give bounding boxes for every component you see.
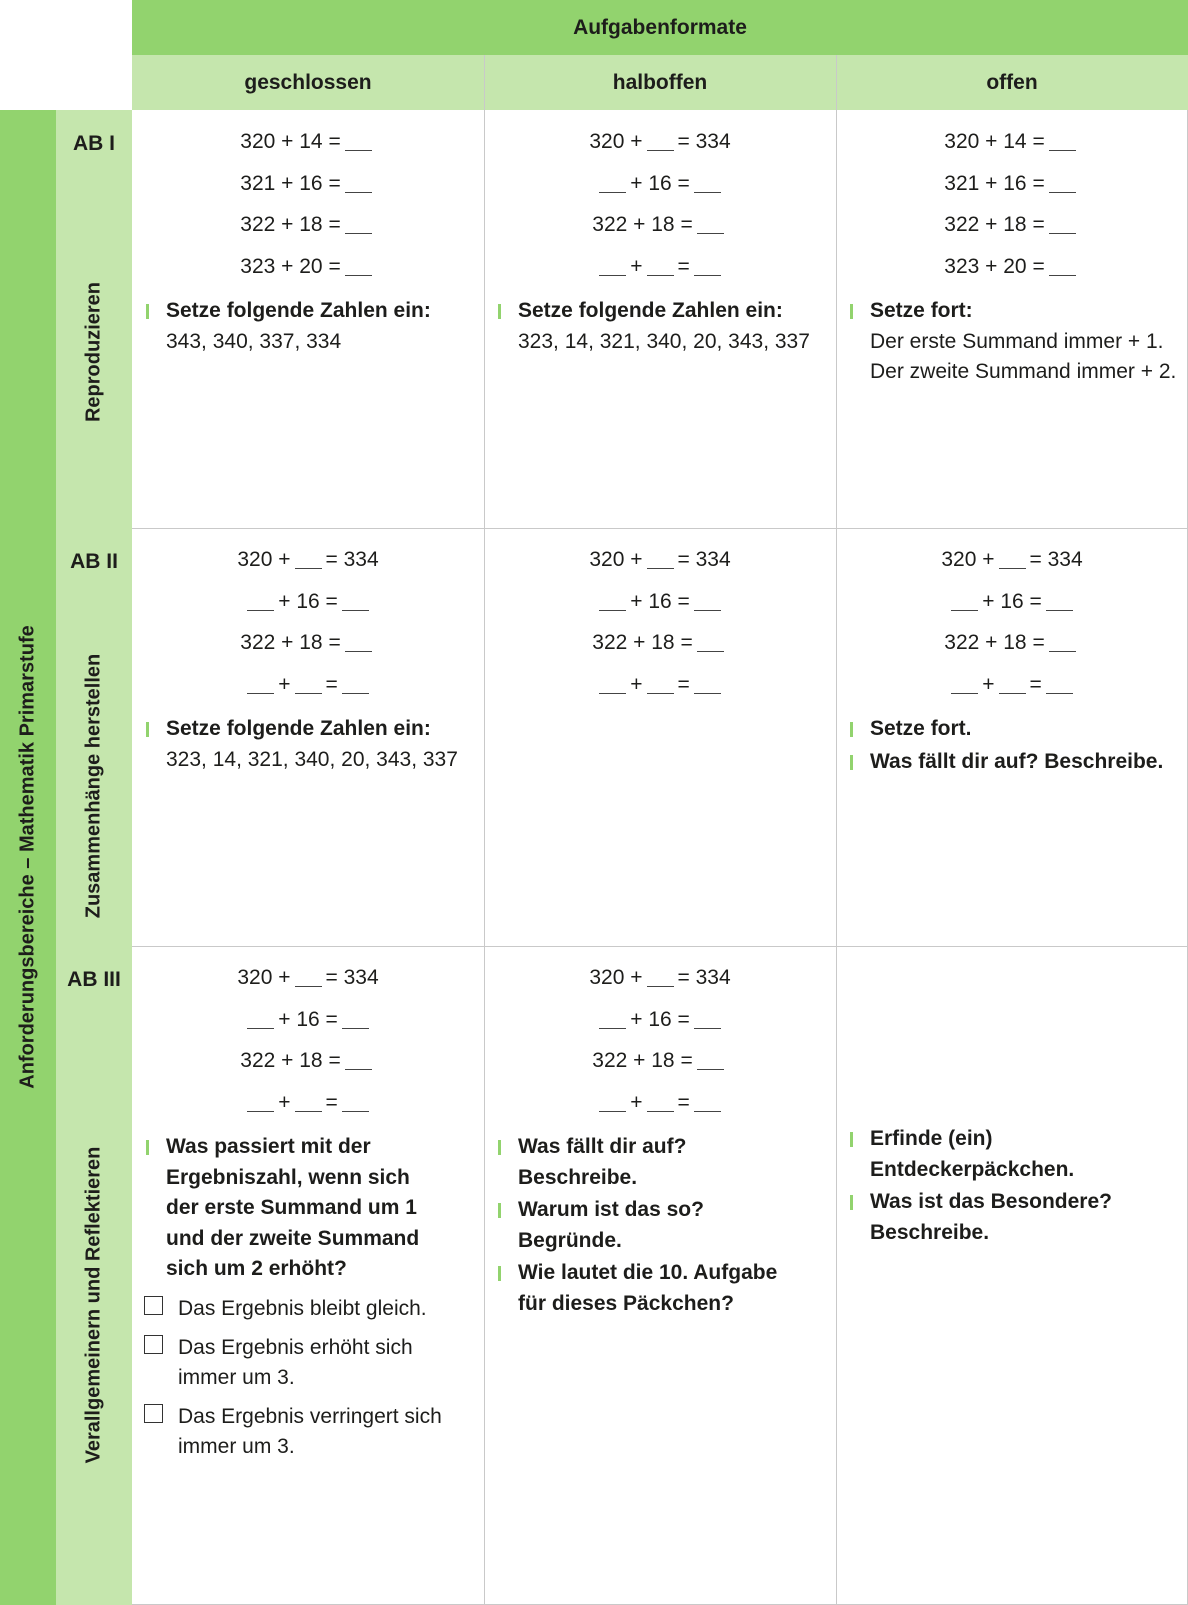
answer-blank[interactable] [1049,149,1076,151]
bullet-bar-icon [498,1266,501,1281]
equation: 322 + 18 = [484,213,836,255]
equation: 320 + = 334 [237,548,379,571]
number-list: 323, 14, 321, 340, 20, 343, 337 [166,747,458,771]
equation: 320 + = 334 [237,966,379,989]
answer-blank[interactable] [345,149,372,151]
equation: 320 + = 334 [589,548,731,571]
task-item: Was passiert mit der Ergebniszahl, wenn sich der erste Summand um 1 und der zweite Summand sich um 2 erhöht? [144,1132,476,1285]
cell-ab3-geschlossen [132,946,484,1605]
column-header-geschlossen: geschlossen [132,55,484,110]
rule-line: Der erste Summand immer + 1. [870,329,1164,353]
answer-blank[interactable] [345,274,372,276]
task-item: Was ist das Besondere? Beschreibe. [848,1187,1180,1248]
number-list: 343, 340, 337, 334 [166,329,342,353]
side-main-label: Anforderungsbereiche – Mathematik Primarstufe [16,625,39,1089]
answer-blank[interactable] [647,567,674,569]
answer-blank[interactable] [345,191,372,193]
bullet-bar-icon [146,722,149,737]
answer-blank[interactable] [999,567,1026,569]
cell-ab2-offen [836,528,1188,946]
bullet-bar-icon [850,1132,853,1147]
answer-blank[interactable] [599,692,626,694]
cell-ab1-halboffen [484,110,836,528]
answer-option[interactable]: Das Ergebnis bleibt gleich. [144,1294,476,1324]
answer-blank[interactable] [247,609,274,611]
cell-ab1-offen [836,110,1188,528]
answer-blank[interactable] [697,232,724,234]
checkbox-icon[interactable] [144,1296,163,1315]
cell-ab3-offen [836,946,1188,1605]
checkbox-icon[interactable] [144,1335,163,1354]
cell-ab2-geschlossen [132,528,484,946]
equation: 321 + 16 = [836,172,1188,214]
equation: 320 + = 334 [589,130,731,153]
task-item: Setze folgende Zahlen ein: 343, 340, 337, 334 [144,296,476,357]
answer-blank[interactable] [247,1027,274,1029]
row-label-ab3 [56,946,132,1605]
task-item: Warum ist das so? Begründe. [496,1195,828,1256]
equation: + = [132,673,484,715]
task-item: Erfinde (ein) Entdeckerpäckchen. [848,1124,1180,1185]
answer-blank[interactable] [295,692,322,694]
answer-blank[interactable] [599,1027,626,1029]
row-label-ab2 [56,528,132,946]
bullet-bar-icon [498,1203,501,1218]
row-label-text: Reproduzieren [82,281,105,423]
bullet-bar-icon [850,1195,853,1210]
task-item: Setze folgende Zahlen ein: 323, 14, 321, 340, 20, 343, 337 [496,296,828,357]
bullet-bar-icon [850,304,853,319]
equation: 323 + 20 = [836,255,1188,297]
answer-blank[interactable] [1049,191,1076,193]
equation: 322 + 18 = [836,213,1188,255]
answer-blank[interactable] [647,692,674,694]
equation: + 16 = [484,590,836,632]
equation: + = [484,1091,836,1133]
answer-blank[interactable] [295,985,322,987]
equation: + 16 = [484,172,836,214]
checkbox-icon[interactable] [144,1404,163,1423]
answer-option[interactable]: Das Ergebnis verringert sich immer um 3. [144,1402,476,1462]
number-list: 323, 14, 321, 340, 20, 343, 337 [518,329,810,353]
answer-blank[interactable] [1046,692,1073,694]
answer-blank[interactable] [1049,650,1076,652]
answer-blank[interactable] [599,274,626,276]
equation: 320 + = 334 [589,966,731,989]
equation: 322 + 18 = [836,631,1188,673]
answer-blank[interactable] [694,1110,721,1112]
task-item: Setze folgende Zahlen ein: 323, 14, 321, 340, 20, 343, 337 [144,714,476,775]
bullet-bar-icon [146,1140,149,1155]
answer-blank[interactable] [951,609,978,611]
equation: + 16 = [484,1008,836,1050]
rule-line: Der zweite Summand immer + 2. [870,360,1177,383]
answer-blank[interactable] [345,232,372,234]
cell-ab1-geschlossen [132,110,484,528]
row-ab-code: AB I [73,132,115,155]
header-title: Aufgabenformate [132,0,1188,55]
equation: 320 + = 334 [941,548,1083,571]
answer-blank[interactable] [694,609,721,611]
equation: 322 + 18 = [132,1049,484,1091]
equation: 322 + 18 = [132,213,484,255]
answer-blank[interactable] [342,609,369,611]
task-item: Setze fort. [848,714,1180,745]
answer-blank[interactable] [697,650,724,652]
answer-blank[interactable] [951,692,978,694]
answer-blank[interactable] [1046,609,1073,611]
answer-blank[interactable] [647,1110,674,1112]
row-label-ab1 [56,110,132,528]
column-header-offen: offen [836,55,1188,110]
column-header-halboffen: halboffen [484,55,836,110]
answer-blank[interactable] [247,692,274,694]
answer-blank[interactable] [694,274,721,276]
equation: 322 + 18 = [484,631,836,673]
cell-ab2-halboffen [484,528,836,946]
answer-blank[interactable] [345,650,372,652]
answer-blank[interactable] [1049,232,1076,234]
equation: 322 + 18 = [484,1049,836,1091]
answer-blank[interactable] [697,1068,724,1070]
equation: 320 + 14 = [132,130,484,172]
task-item: Wie lautet die 10. Aufgabe für dieses Päckchen? [496,1258,828,1319]
answer-blank[interactable] [342,692,369,694]
row-label-text: Zusammenhänge herstellen [82,653,105,919]
equation: 321 + 16 = [132,172,484,214]
answer-blank[interactable] [599,609,626,611]
answer-blank[interactable] [345,1068,372,1070]
answer-blank[interactable] [1049,274,1076,276]
equation: + = [132,1091,484,1133]
equation: 323 + 20 = [132,255,484,297]
equation: + 16 = [132,590,484,632]
answer-blank[interactable] [647,274,674,276]
answer-blank[interactable] [694,191,721,193]
equation: + = [484,673,836,715]
side-main-band [0,110,56,1605]
bullet-bar-icon [850,755,853,770]
equation: 322 + 18 = [132,631,484,673]
answer-blank[interactable] [694,1027,721,1029]
equation: + 16 = [836,590,1188,632]
answer-blank[interactable] [342,1110,369,1112]
answer-blank[interactable] [295,567,322,569]
equation: + 16 = [132,1008,484,1050]
equation: + = [484,255,836,297]
answer-option[interactable]: Das Ergebnis erhöht sich immer um 3. [144,1333,476,1393]
row-ab-code: AB II [70,550,118,573]
answer-blank[interactable] [694,692,721,694]
task-item: Was fällt dir auf? Beschreibe. [496,1132,828,1193]
answer-blank[interactable] [647,985,674,987]
answer-blank[interactable] [647,149,674,151]
bullet-bar-icon [498,1140,501,1155]
task-item: Setze fort: Der erste Summand immer + 1. Der zweite Summand immer + 2. [848,296,1180,388]
answer-blank[interactable] [342,1027,369,1029]
bullet-bar-icon [146,304,149,319]
answer-blank[interactable] [599,1110,626,1112]
answer-blank[interactable] [599,191,626,193]
row-ab-code: AB III [67,968,121,991]
equation: 320 + 14 = [836,130,1188,172]
answer-blank[interactable] [247,1110,274,1112]
equation: + = [836,673,1188,715]
answer-blank[interactable] [999,692,1026,694]
bullet-bar-icon [850,722,853,737]
bullet-bar-icon [498,304,501,319]
cell-ab3-halboffen [484,946,836,1605]
task-item: Was fällt dir auf? Beschreibe. [848,747,1180,778]
answer-blank[interactable] [295,1110,322,1112]
row-label-text: Verallgemeinern und Reflektieren [82,1146,105,1464]
